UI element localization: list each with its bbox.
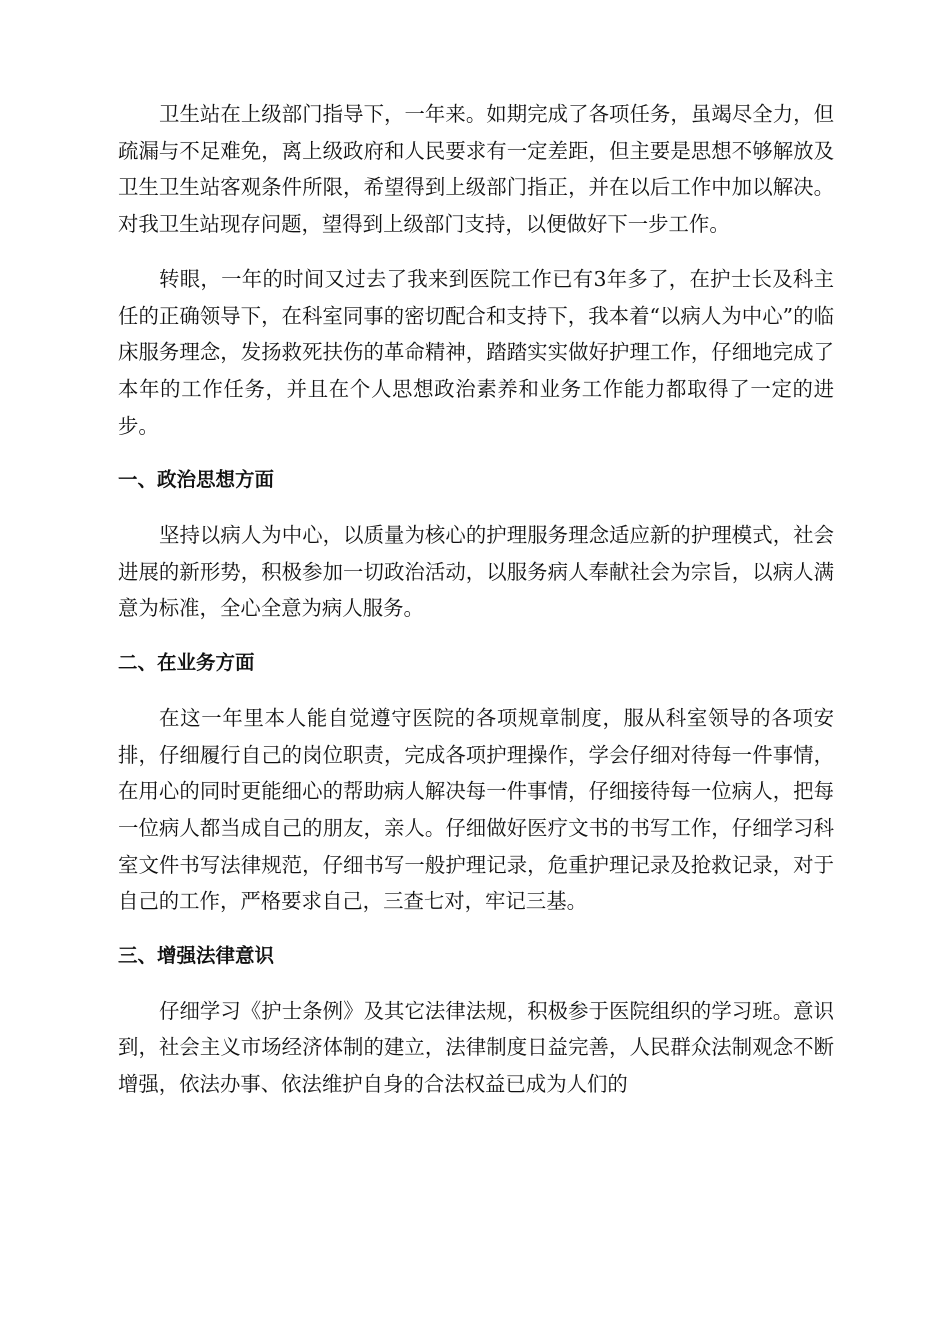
section-heading: 二、在业务方面 <box>118 651 255 675</box>
section-heading: 三、增强法律意识 <box>118 944 275 968</box>
body-paragraph: 坚持以病人为中心，以质量为核心的护理服务理念适应新的护理模式，社会进展的新形势，积极参加一切政治活动，以服务病人奉献社会为宗旨，以病人满意为标准，全心全意为病人服务。 <box>118 523 834 621</box>
body-paragraph: 转眼，一年的时间又过去了我来到医院工作已有3年多了，在护士长及科主任的正确领导下，在科室同事的密切配合和支持下，我本着“以病人为中心”的临床服务理念，发扬救死扶伤的革命精神，踏踏实实做好护理工作，仔细地完成了本年的工作任务，并且在个人思想政治素养和业务工作能力都取得了一定的进步。 <box>118 266 834 438</box>
body-paragraph: 仔细学习《护士条例》及其它法律法规，积极参于医院组织的学习班。意识到，社会主义市场经济体制的建立，法律制度日益完善，人民群众法制观念不断增强，依法办事、依法维护自身的合法权益已成为人们的 <box>118 998 834 1097</box>
body-paragraph: 在这一年里本人能自觉遵守医院的各项规章制度，服从科室领导的各项安排，仔细履行自己的岗位职责，完成各项护理操作，学会仔细对待每一件事情，在用心的同时更能细心的帮助病人解决每一件事情，仔细接待每一位病人，把每一位病人都当成自己的朋友，亲人。仔细做好医疗文书的书写工作，仔细学习科室文件书写法律规范，仔细书写一般护理记录，危重护理记录及抢救记录，对于自己的工作，严格要求自己，三查七对，牢记三基。 <box>118 705 834 914</box>
body-paragraph: 卫生站在上级部门指导下，一年来。如期完成了各项任务，虽竭尽全力，但疏漏与不足难免，离上级政府和人民要求有一定差距，但主要是思想不够解放及卫生卫生站客观条件所限，希望得到上级部门指正，并在以后工作中加以解决。对我卫生站现存问题，望得到上级部门支持，以便做好下一步工作。 <box>118 102 834 237</box>
section-heading: 一、政治思想方面 <box>118 468 275 492</box>
document-page <box>118 96 834 1121</box>
